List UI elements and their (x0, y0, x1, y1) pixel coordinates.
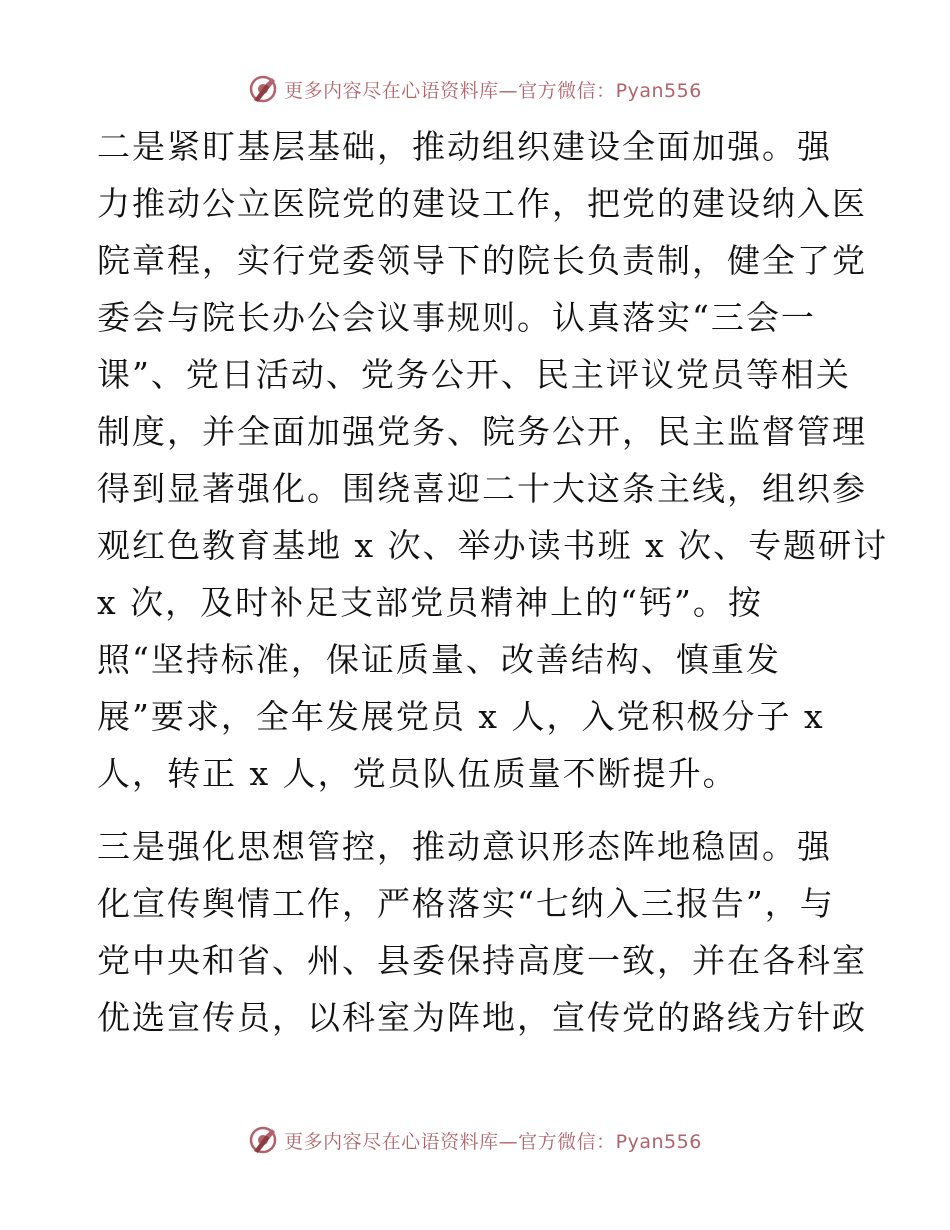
paragraph-organization-building (97, 118, 889, 802)
footer-watermark (0, 1123, 950, 1157)
text-line: 力推动公立医院党的建设工作，把党的建设纳入医 (97, 184, 867, 223)
watermark-text: 更多内容尽在心语资料库—官方微信：Pyan556 (284, 1130, 702, 1153)
paragraph-ideology-control (97, 818, 867, 1046)
pen-logo-icon (248, 74, 278, 104)
text-line: 化宣传舆情工作，严格落实“七纳入三报告”，与 (97, 884, 835, 923)
text-line: 课”、党日活动、党务公开、民主评议党员等相关 (97, 355, 851, 394)
header-watermark (0, 72, 950, 106)
text-line: 展”要求，全年发展党员 x 人，入党积极分子 x (97, 697, 825, 736)
text-line: 人，转正 x 人，党员队伍质量不断提升。 (97, 754, 738, 793)
text-line: 制度，并全面加强党务、院务公开，民主监督管理 (97, 412, 867, 451)
text-line: 三是强化思想管控，推动意识形态阵地稳固。强 (97, 827, 832, 866)
text-line: x 次，及时补足支部党员精神上的“钙”。按 (97, 583, 763, 622)
pen-logo-icon (248, 1125, 278, 1155)
text-line: 二是紧盯基层基础，推动组织建设全面加强。强 (97, 127, 832, 166)
text-line: 照“坚持标准，保证质量、改善结构、慎重发 (97, 640, 781, 679)
text-line: 观红色教育基地 x 次、举办读书班 x 次、专题研讨 (97, 526, 889, 565)
text-line: 优选宣传员，以科室为阵地，宣传党的路线方针政 (97, 998, 867, 1037)
document-body (97, 118, 889, 1046)
text-line: 得到显著强化。围绕喜迎二十大这条主线，组织参 (97, 469, 867, 508)
text-line: 院章程，实行党委领导下的院长负责制，健全了党 (97, 241, 867, 280)
text-line: 党中央和省、州、县委保持高度一致，并在各科室 (97, 941, 867, 980)
watermark-text: 更多内容尽在心语资料库—官方微信：Pyan556 (284, 79, 702, 102)
text-line: 委会与院长办公会议事规则。认真落实“三会一 (97, 298, 816, 337)
